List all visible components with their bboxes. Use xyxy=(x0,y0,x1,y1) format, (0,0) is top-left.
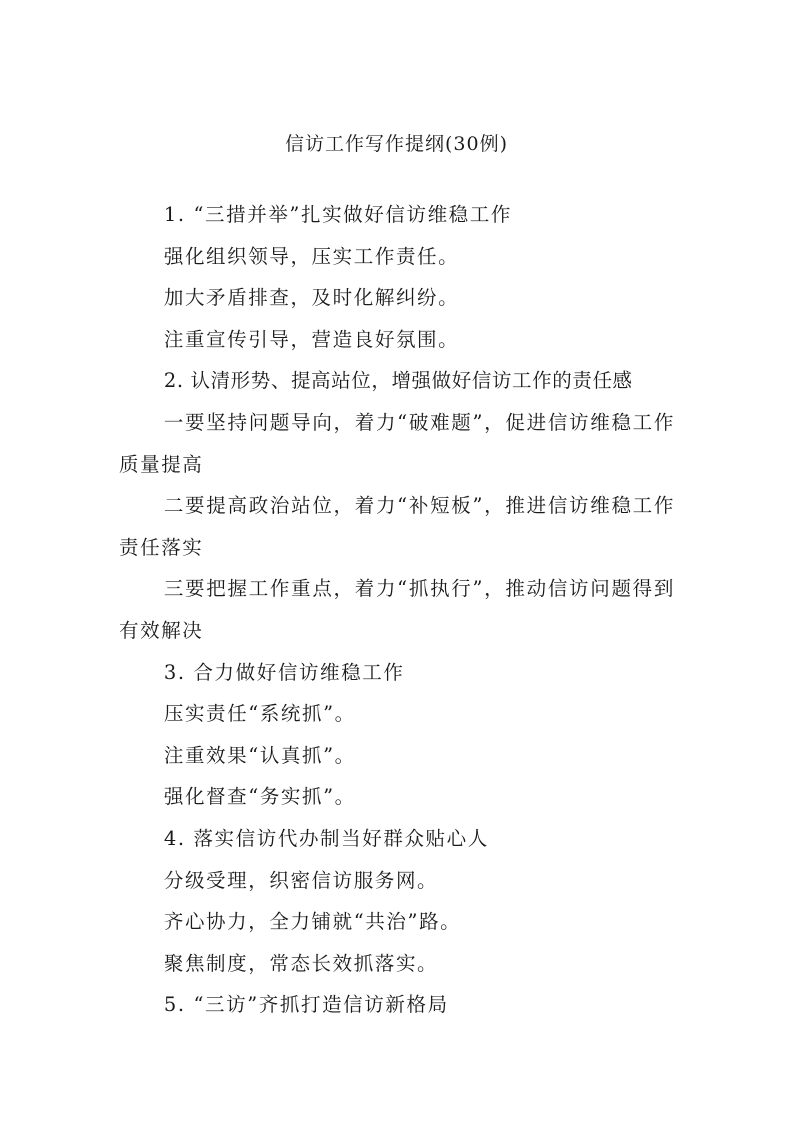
paragraph: 齐心协力，全力铺就“共治”路。 xyxy=(163,910,462,934)
paragraph: 加大矛盾排查，及时化解纠纷。 xyxy=(163,286,460,310)
paragraph: 一要坚持问题导向，着力“破难题”，促进信访维稳工作质量提高 xyxy=(119,410,675,476)
document-title: 信访工作写作提纲(30例) xyxy=(284,133,508,155)
paragraph: 强化督查“务实抓”。 xyxy=(163,785,356,809)
heading-1: 1. “三措并举”扎实做好信访维稳工作 xyxy=(163,203,512,226)
heading-5: 5. “三访”齐抓打造信访新格局 xyxy=(163,993,449,1017)
paragraph: 注重效果“认真抓”。 xyxy=(163,743,356,767)
paragraph: 注重宣传引导，营造良好氛围。 xyxy=(163,327,460,351)
heading-4: 4. 落实信访代办制当好群众贴心人 xyxy=(163,826,489,850)
paragraph: 压实责任“系统抓”。 xyxy=(163,702,356,726)
paragraph: 分级受理，织密信访服务网。 xyxy=(163,868,439,892)
heading-3: 3. 合力做好信访维稳工作 xyxy=(163,660,405,684)
paragraph: 聚焦制度，常态长效抓落实。 xyxy=(163,951,439,975)
paragraph: 三要把握工作重点，着力“抓执行”，推动信访问题得到有效解决 xyxy=(119,577,675,642)
paragraph: 强化组织领导，压实工作责任。 xyxy=(163,244,460,268)
heading-2: 2. 认清形势、提高站位，增强做好信访工作的责任感 xyxy=(163,369,633,393)
paragraph: 二要提高政治站位，着力“补短板”，推进信访维稳工作责任落实 xyxy=(119,494,675,559)
document-body xyxy=(119,194,675,1026)
